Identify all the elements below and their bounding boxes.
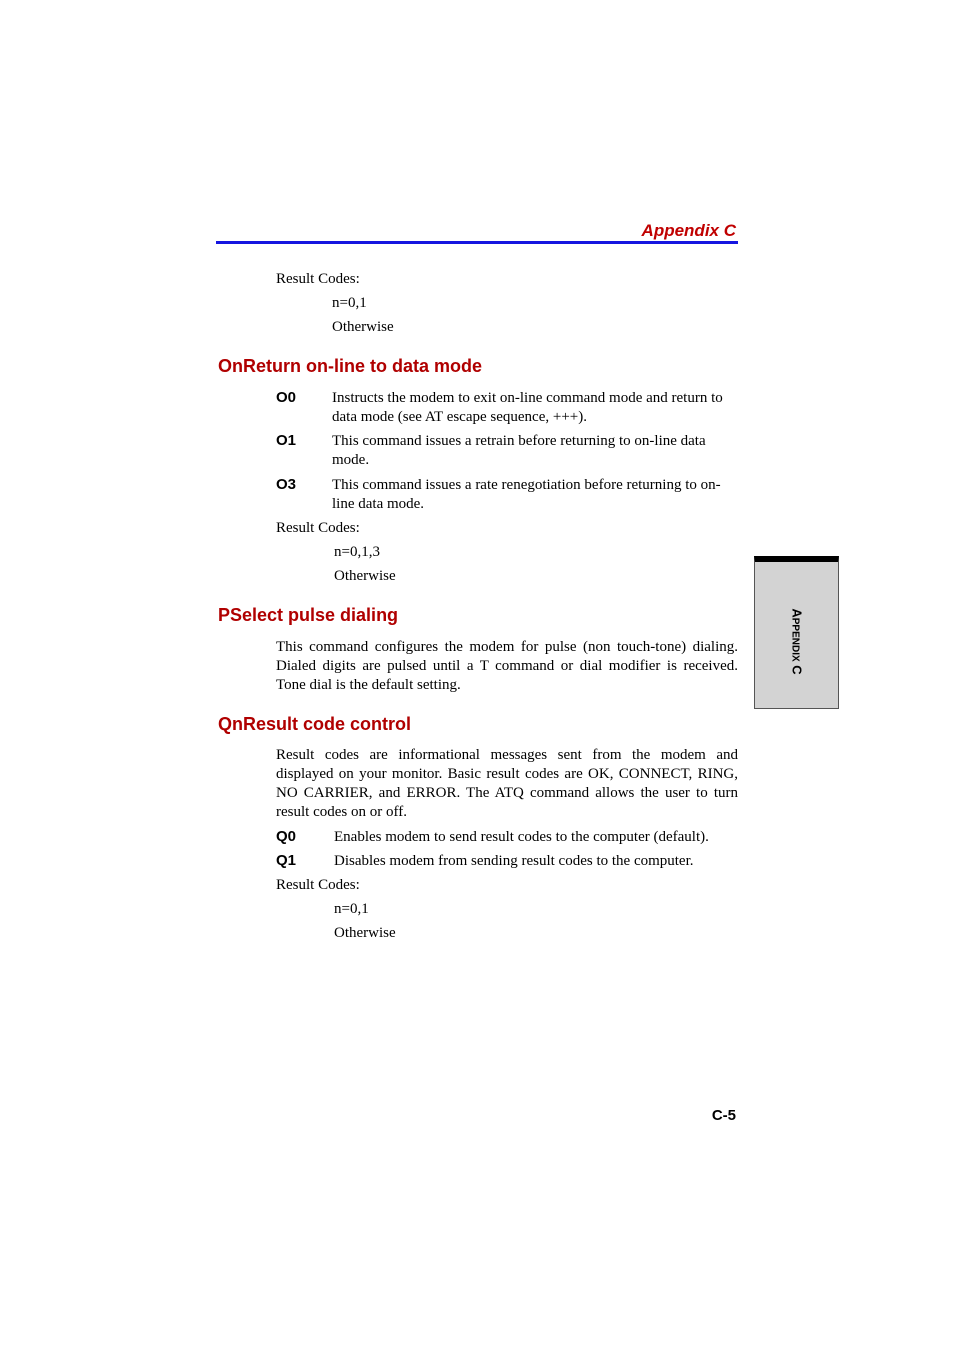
command-code: Q0 (276, 828, 297, 845)
result-code-value: Otherwise (334, 925, 396, 941)
command-description: This command issues a retrain before returning to on-line data mode. (332, 433, 706, 468)
command-description: Instructs the modem to exit on-line command mode and return to data mode (see AT escape sequence, +++). (332, 390, 723, 425)
result-codes-label: Result Codes: (276, 520, 360, 536)
command-code: O0 (276, 389, 297, 406)
page-number: C-5 (711, 1107, 736, 1124)
appendix-side-tab (754, 556, 839, 709)
section-paragraph: This command configures the modem for pulse (non touch-tone) dialing. Dialed digits are pulsed until a T command or dial modifier is received. Tone dial is the default setting. (276, 639, 738, 693)
result-code-value: n=0,1,3 (334, 544, 380, 560)
command-code: O3 (276, 476, 297, 493)
command-code: O1 (276, 432, 297, 449)
result-code-value: n=0,1 (334, 901, 369, 917)
side-tab-label-small: PPENDIX (789, 617, 800, 662)
section-heading-o: OnReturn on-line to data mode (218, 356, 482, 376)
side-tab-label (789, 608, 804, 674)
section-heading-q: QnResult code control (218, 714, 412, 734)
command-code: Q1 (276, 852, 297, 869)
side-tab-label-cap: A (789, 608, 804, 618)
section-heading-p: PSelect pulse dialing (218, 605, 399, 625)
command-description: This command issues a rate renegotiation before returning to on-line data mode. (332, 477, 721, 512)
result-codes-label: Result Codes: (276, 877, 360, 893)
result-codes-label: Result Codes: (276, 271, 360, 287)
command-description: Disables modem from sending result codes to the computer. (334, 853, 694, 869)
result-code-value: Otherwise (334, 568, 396, 584)
running-header-title: Appendix C (641, 221, 736, 240)
side-tab-label-cap: C (789, 665, 804, 675)
command-description: Enables modem to send result codes to the computer (default). (334, 829, 709, 845)
header-rule (216, 241, 738, 244)
result-code-value: Otherwise (332, 319, 394, 335)
section-paragraph: Result codes are informational messages sent from the modem and displayed on your monitor. Basic result codes are OK, CONNECT, RING, NO CARRIER, and ERROR. The ATQ command allows the user to turn result codes on or off. (276, 747, 738, 820)
result-code-value: n=0,1 (332, 295, 367, 311)
